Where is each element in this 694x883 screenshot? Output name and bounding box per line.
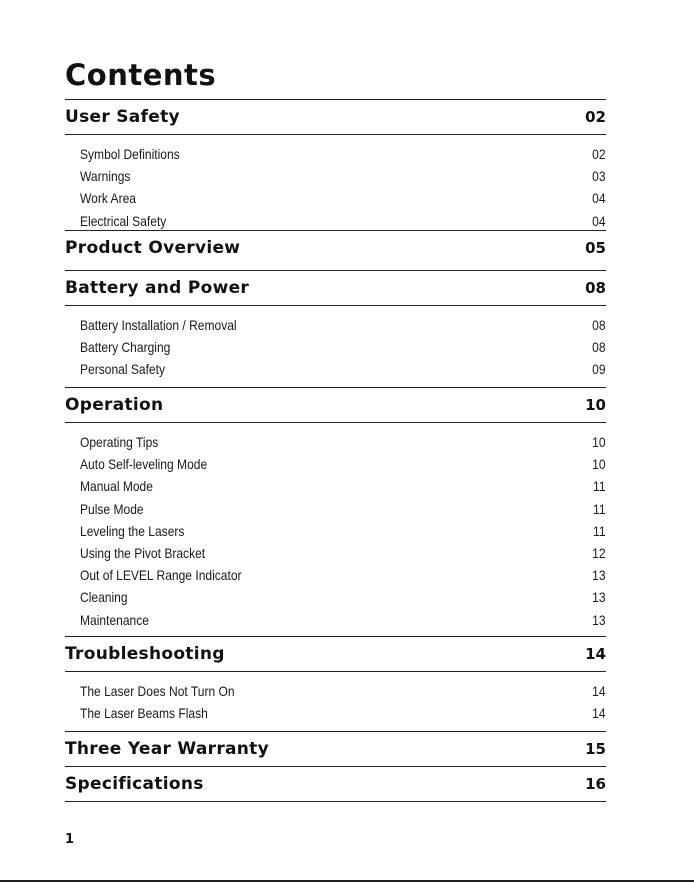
toc-item-page: 13	[592, 567, 606, 584]
toc-item-label[interactable]: Maintenance	[80, 611, 149, 628]
toc-item[interactable]	[80, 187, 606, 209]
toc-section-battery-and-power[interactable]	[65, 270, 606, 386]
section-page: 08	[585, 279, 606, 297]
toc-item[interactable]	[80, 336, 606, 358]
toc-item-page: 02	[592, 146, 606, 163]
toc-item-page: 08	[592, 317, 606, 334]
section-title[interactable]: Operation	[65, 395, 164, 415]
page-number: 1	[65, 832, 75, 847]
toc-section-specifications[interactable]	[65, 766, 606, 802]
toc-section-user-safety[interactable]	[65, 99, 606, 237]
toc-item-page: 11	[593, 500, 606, 517]
toc-item-label[interactable]: Battery Installation / Removal	[80, 317, 237, 334]
toc-item-page: 11	[593, 478, 606, 495]
toc-item-page: 10	[592, 456, 606, 473]
toc-item[interactable]	[80, 210, 606, 232]
toc-item-label[interactable]: Personal Safety	[80, 361, 166, 378]
toc-item-label[interactable]: Symbol Definitions	[80, 146, 180, 163]
toc-item-label[interactable]: Electrical Safety	[80, 212, 167, 229]
toc-item-label[interactable]: Pulse Mode	[80, 500, 144, 517]
toc-item[interactable]	[80, 564, 606, 586]
toc-item[interactable]	[80, 358, 606, 380]
toc-item[interactable]	[80, 680, 606, 702]
toc-item-label[interactable]: Cleaning	[80, 589, 128, 606]
toc-item-label[interactable]: Battery Charging	[80, 339, 171, 356]
toc-item-page: 03	[592, 168, 606, 185]
toc-item-label[interactable]: Using the Pivot Bracket	[80, 545, 206, 562]
toc-item[interactable]	[80, 453, 606, 475]
bottom-divider	[0, 880, 694, 882]
section-title[interactable]: Product Overview	[65, 238, 241, 258]
toc-item-label[interactable]: Auto Self-leveling Mode	[80, 456, 208, 473]
toc-item[interactable]	[80, 143, 606, 165]
toc-section-three-year-warranty[interactable]	[65, 731, 606, 766]
toc-item[interactable]	[80, 542, 606, 564]
toc-item-label[interactable]: Operating Tips	[80, 434, 159, 451]
page-title: Contents	[65, 58, 217, 92]
toc-item-page: 10	[592, 434, 606, 451]
section-page: 15	[585, 740, 606, 758]
toc-item-label[interactable]: Leveling the Lasers	[80, 522, 185, 539]
section-title[interactable]: Specifications	[65, 774, 204, 794]
section-title[interactable]: Battery and Power	[65, 278, 250, 298]
section-page: 02	[585, 108, 606, 126]
toc-item-page: 11	[593, 522, 606, 539]
toc-item[interactable]	[80, 498, 606, 520]
toc-item-label[interactable]: Manual Mode	[80, 478, 153, 495]
section-title[interactable]: Troubleshooting	[65, 644, 225, 664]
section-page: 16	[585, 775, 606, 793]
toc-item-page: 08	[592, 339, 606, 356]
toc-item[interactable]	[80, 314, 606, 336]
section-page: 14	[585, 645, 606, 663]
toc-item[interactable]	[80, 431, 606, 453]
toc-item-page: 14	[592, 683, 606, 700]
toc-item-page: 04	[592, 190, 606, 207]
toc-section-troubleshooting[interactable]	[65, 636, 606, 729]
toc-item[interactable]	[80, 165, 606, 187]
section-page: 10	[585, 396, 606, 414]
toc-item-label[interactable]: Out of LEVEL Range Indicator	[80, 567, 242, 584]
toc-item-label[interactable]: Warnings	[80, 168, 131, 185]
toc-item[interactable]	[80, 520, 606, 542]
toc-item-label[interactable]: Work Area	[80, 190, 136, 207]
toc-section-product-overview[interactable]	[65, 230, 606, 265]
toc-item-page: 09	[592, 361, 606, 378]
toc-section-operation[interactable]	[65, 387, 606, 636]
section-page: 05	[585, 239, 606, 257]
toc-item-page: 14	[592, 705, 606, 722]
toc-item-page: 12	[592, 545, 606, 562]
section-title[interactable]: User Safety	[65, 107, 180, 127]
toc-item-page: 04	[592, 212, 606, 229]
toc-item-page: 13	[592, 589, 606, 606]
toc-item[interactable]	[80, 475, 606, 497]
toc-item-page: 13	[592, 611, 606, 628]
toc-item[interactable]	[80, 609, 606, 631]
toc-item[interactable]	[80, 586, 606, 608]
section-title[interactable]: Three Year Warranty	[65, 739, 269, 759]
toc-item-label[interactable]: The Laser Beams Flash	[80, 705, 208, 722]
toc-item-label[interactable]: The Laser Does Not Turn On	[80, 683, 235, 700]
toc-item[interactable]	[80, 702, 606, 724]
